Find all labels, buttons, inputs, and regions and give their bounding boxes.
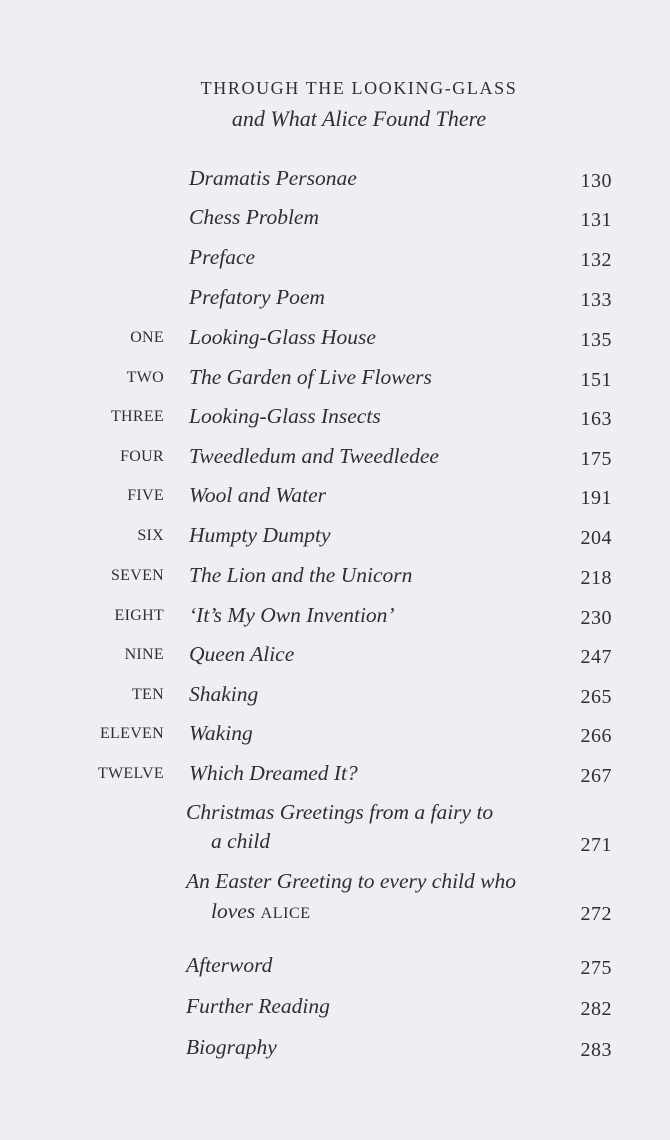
toc-entry	[0, 563, 670, 593]
entry-title: Preface	[189, 245, 256, 269]
page-number: 130	[580, 170, 612, 192]
toc-entry	[0, 483, 670, 513]
chapter-number: FIVE	[127, 487, 164, 504]
page-number: 283	[580, 1039, 612, 1061]
toc-entry-back-matter	[0, 994, 670, 1024]
page-number: 230	[580, 607, 612, 629]
entry-title-line1: Christmas Greetings from a fairy to	[186, 800, 494, 824]
toc-entry	[0, 642, 670, 672]
entry-title: Waking	[189, 721, 253, 745]
toc-entry	[0, 682, 670, 712]
book-title: THROUGH THE LOOKING-GLASS	[200, 78, 518, 98]
toc-entry-back-matter	[0, 1035, 670, 1065]
toc-entry	[0, 721, 670, 751]
entry-title-line1: An Easter Greeting to every child who	[186, 869, 516, 893]
toc-entry-extra	[0, 869, 670, 929]
chapter-number: TWO	[126, 369, 164, 386]
entry-title: Shaking	[189, 682, 259, 706]
entry-title: Biography	[186, 1035, 277, 1059]
book-subtitle: and What Alice Found There	[231, 106, 487, 131]
chapter-number: FOUR	[120, 448, 164, 465]
toc-entry	[0, 245, 670, 275]
page-number: 282	[580, 998, 612, 1020]
toc-entry-back-matter	[0, 953, 670, 983]
page-number: 175	[580, 448, 612, 470]
chapter-number: THREE	[110, 408, 164, 425]
entry-title: Which Dreamed It?	[189, 761, 358, 785]
page-number: 132	[580, 249, 612, 271]
page-number: 151	[580, 369, 612, 391]
entry-title: The Lion and the Unicorn	[189, 563, 413, 587]
page-number: 191	[580, 487, 612, 509]
chapter-number: ELEVEN	[99, 725, 164, 742]
entry-title: Prefatory Poem	[189, 285, 325, 309]
chapter-number: ONE	[130, 329, 164, 346]
alice-small-caps: ALICE	[260, 905, 311, 922]
chapter-number: SEVEN	[110, 567, 164, 584]
entry-title: Afterword	[186, 953, 273, 977]
entry-title: The Garden of Live Flowers	[189, 365, 432, 389]
page-number: 133	[580, 289, 612, 311]
toc-entry	[0, 166, 670, 196]
toc-entry	[0, 444, 670, 474]
chapter-number: TEN	[131, 686, 164, 703]
toc-entry	[0, 365, 670, 395]
page-number: 275	[580, 957, 612, 979]
entry-title-line2-text: loves	[211, 899, 256, 923]
page-number: 272	[580, 903, 612, 925]
page-number: 163	[580, 408, 612, 430]
entry-title: Queen Alice	[189, 642, 295, 666]
page-number: 266	[580, 725, 612, 747]
entry-title: Wool and Water	[189, 483, 326, 507]
chapter-number: NINE	[124, 646, 164, 663]
toc-entry	[0, 205, 670, 235]
page-number: 265	[580, 686, 612, 708]
page-number: 267	[580, 765, 612, 787]
chapter-number: SIX	[137, 527, 164, 544]
entry-title-line2	[211, 899, 311, 924]
entry-title: Further Reading	[186, 994, 330, 1018]
entry-title: Chess Problem	[189, 205, 319, 229]
toc-entry	[0, 404, 670, 434]
toc-entry	[0, 761, 670, 791]
toc-entry-extra	[0, 800, 670, 860]
entry-title: ‘It’s My Own Invention’	[189, 603, 395, 627]
toc-entry	[0, 285, 670, 315]
entry-title-line2: a child	[211, 829, 271, 853]
toc-entry	[0, 325, 670, 355]
chapter-number: EIGHT	[114, 607, 164, 624]
toc-entry	[0, 523, 670, 553]
entry-title: Looking-Glass House	[189, 325, 376, 349]
page-number: 247	[580, 646, 612, 668]
entry-title: Humpty Dumpty	[189, 523, 331, 547]
page-number: 131	[580, 209, 612, 231]
page-number: 271	[580, 834, 612, 856]
chapter-number: TWELVE	[97, 765, 164, 782]
page-number: 218	[580, 567, 612, 589]
entry-title: Tweedledum and Tweedledee	[189, 444, 439, 468]
page-number: 204	[580, 527, 612, 549]
entry-title: Dramatis Personae	[189, 166, 357, 190]
toc-entry	[0, 603, 670, 633]
page-number: 135	[580, 329, 612, 351]
entry-title: Looking-Glass Insects	[189, 404, 381, 428]
